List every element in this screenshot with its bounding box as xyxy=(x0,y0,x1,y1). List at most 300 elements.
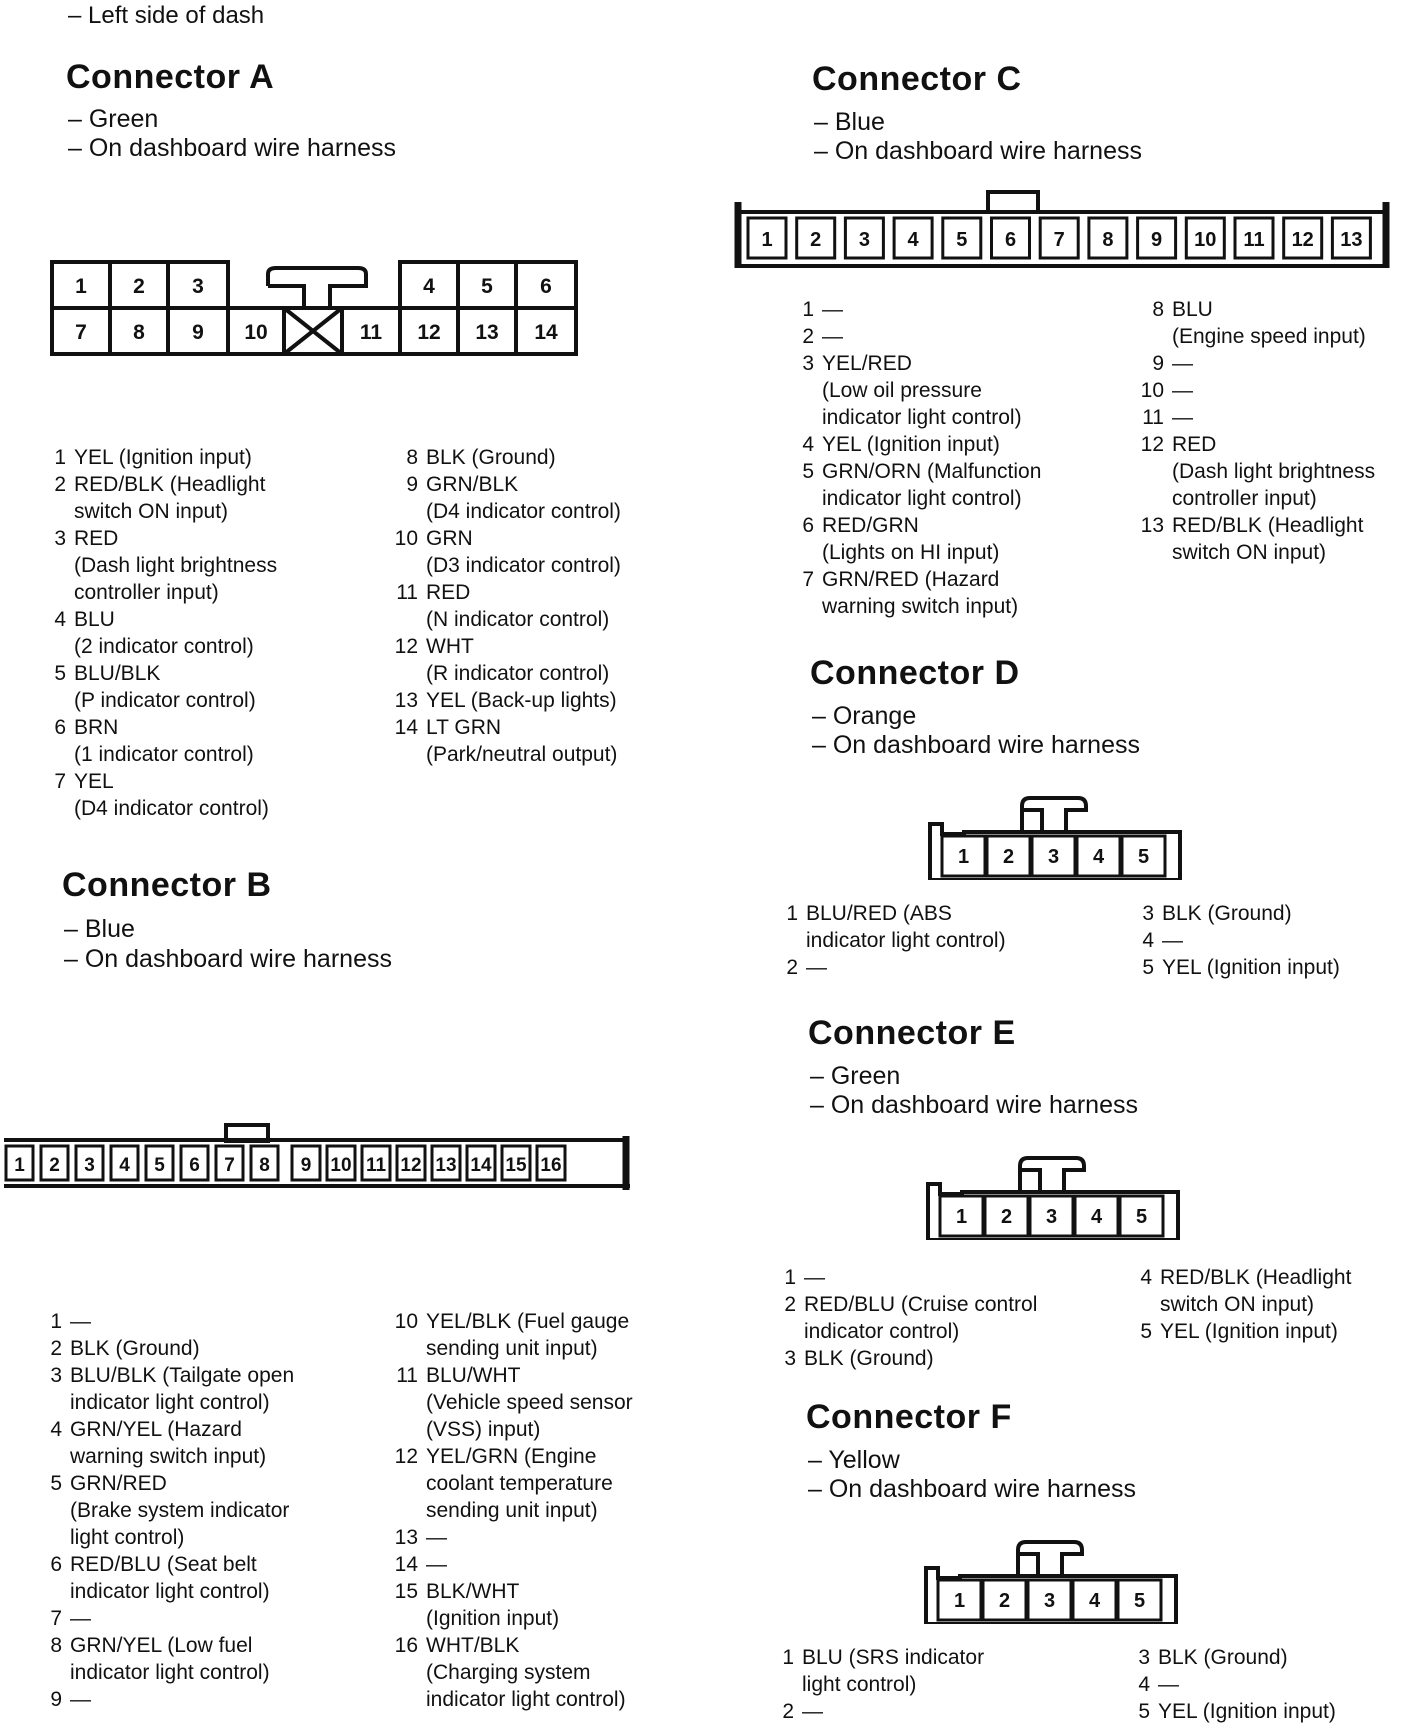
pin-entry xyxy=(780,900,1100,954)
pin-cell-label: 4 xyxy=(423,275,435,298)
pin-description: — xyxy=(1172,379,1193,402)
pin-number: 5 xyxy=(1138,1700,1150,1723)
pin-cell-label: 2 xyxy=(998,1590,1011,1612)
pin-entry xyxy=(1138,512,1408,566)
pin-description: GRN/RED xyxy=(70,1472,167,1495)
pin-cell-label: 10 xyxy=(330,1155,352,1176)
pin-number: 5 xyxy=(1140,1320,1152,1343)
pin-cell-label: 5 xyxy=(481,275,493,298)
pin-description: (N indicator control) xyxy=(426,608,610,631)
connector-b-title: Connector B xyxy=(62,866,272,904)
pin-cell-label: 9 xyxy=(300,1155,312,1176)
pin-number: 12 xyxy=(1140,433,1164,456)
pin-number: 7 xyxy=(50,1607,62,1630)
pin-entry xyxy=(48,525,388,606)
pin-cell-label: 4 xyxy=(1092,846,1105,868)
connector-f-pins-left xyxy=(776,1644,1096,1725)
pin-cell-label: 7 xyxy=(224,1155,235,1176)
connector-c-title: Connector C xyxy=(812,60,1022,98)
pin-description: BLU/RED (ABS xyxy=(806,902,952,925)
pin-description: YEL/BLK (Fuel gauge xyxy=(426,1310,630,1333)
pin-description: light control) xyxy=(802,1673,917,1696)
pin-description: — xyxy=(1172,352,1193,375)
pin-number: 15 xyxy=(394,1580,418,1603)
pin-description: YEL/RED xyxy=(822,352,912,375)
pin-description: — xyxy=(1162,929,1183,952)
connector-e-location: – On dashboard wire harness xyxy=(810,1091,1138,1119)
pin-number: 6 xyxy=(50,1553,62,1576)
pin-entry xyxy=(1132,1698,1402,1725)
pin-cell-label: 2 xyxy=(49,1155,60,1176)
pin-cell-label: 13 xyxy=(435,1155,457,1176)
pin-description: BLU/BLK xyxy=(74,662,161,685)
pin-cell-label: 8 xyxy=(133,321,145,344)
connector-c-diagram xyxy=(732,188,1392,274)
connector-d-location: – On dashboard wire harness xyxy=(812,731,1140,759)
pin-cell-label: 11 xyxy=(359,321,383,344)
pin-description: — xyxy=(1158,1673,1179,1696)
pin-number: 2 xyxy=(784,1293,796,1316)
pin-number: 13 xyxy=(1140,514,1164,537)
connector-e-pins-left xyxy=(778,1264,1108,1372)
connector-f-color: – Yellow xyxy=(808,1446,900,1474)
pin-description: GRN xyxy=(426,527,473,550)
pin-cell-label: 4 xyxy=(1090,1206,1103,1228)
connector-e-diagram xyxy=(924,1144,1188,1240)
pin-cell-label: 6 xyxy=(1004,229,1017,251)
pin-entry xyxy=(796,431,1116,458)
pin-description: GRN/YEL (Hazard xyxy=(70,1418,242,1441)
pin-entry xyxy=(44,1551,394,1605)
pin-number: 3 xyxy=(1142,902,1154,925)
connector-a-color: – Green xyxy=(68,105,159,133)
pin-description: YEL (Ignition input) xyxy=(1160,1320,1338,1343)
pin-description: RED/BLK (Headlight xyxy=(1172,514,1364,537)
pin-entry xyxy=(392,1443,722,1524)
pin-entry xyxy=(778,1345,1108,1372)
pin-number: 4 xyxy=(1138,1673,1150,1696)
pin-entry xyxy=(44,1416,394,1470)
pin-entry xyxy=(778,1264,1108,1291)
pin-description: (D3 indicator control) xyxy=(426,554,621,577)
pin-description: — xyxy=(426,1526,447,1549)
pin-cell-label: 7 xyxy=(75,321,87,344)
connector-d-pins-right xyxy=(1136,900,1406,981)
pin-description: (VSS) input) xyxy=(426,1418,541,1441)
pin-cell-label: 7 xyxy=(1053,229,1065,251)
pin-entry xyxy=(392,1308,722,1362)
pin-entry xyxy=(780,954,1100,981)
connector-d-color: – Orange xyxy=(812,702,917,730)
pin-cell-label: 12 xyxy=(417,321,441,344)
pin-entry xyxy=(1134,1318,1404,1345)
pin-number: 14 xyxy=(394,716,418,739)
pin-description: YEL (Ignition input) xyxy=(1162,956,1340,979)
connector-b-pins-left xyxy=(44,1308,394,1713)
pin-description: RED/BLK (Headlight xyxy=(1160,1266,1352,1289)
connector-c-pins-left xyxy=(796,296,1116,620)
connector-c-location: – On dashboard wire harness xyxy=(814,137,1142,165)
pin-description: (Park/neutral output) xyxy=(426,743,618,766)
pin-cell-label: 13 xyxy=(1340,229,1363,251)
pin-description: sending unit input) xyxy=(426,1499,598,1522)
pin-description: — xyxy=(70,1310,91,1333)
pin-number: 4 xyxy=(1140,1266,1152,1289)
pin-number: 4 xyxy=(50,1418,62,1441)
pin-number: 8 xyxy=(406,446,418,469)
pin-description: indicator light control) xyxy=(806,929,1006,952)
pin-entry xyxy=(392,444,712,471)
pin-description: — xyxy=(802,1700,823,1723)
pin-cell-label: 2 xyxy=(133,275,145,298)
pin-description: (D4 indicator control) xyxy=(426,500,621,523)
connector-b-color: – Blue xyxy=(64,915,135,943)
pin-number: 2 xyxy=(782,1700,794,1723)
pin-description: GRN/YEL (Low fuel xyxy=(70,1634,253,1657)
pin-entry xyxy=(1132,1671,1402,1698)
pin-entry xyxy=(392,1551,722,1578)
pin-description: YEL (Ignition input) xyxy=(1158,1700,1336,1723)
pin-number: 3 xyxy=(784,1347,796,1370)
pin-description: indicator light control) xyxy=(822,406,1022,429)
pin-number: 7 xyxy=(54,770,66,793)
pin-cell-label: 16 xyxy=(540,1155,562,1176)
pin-entry xyxy=(1138,431,1408,512)
pin-description: indicator light control) xyxy=(70,1661,270,1684)
pin-number: 10 xyxy=(1140,379,1164,402)
pin-number: 14 xyxy=(394,1553,418,1576)
pin-description: (P indicator control) xyxy=(74,689,256,712)
pin-number: 4 xyxy=(1142,929,1154,952)
pin-description: LT GRN xyxy=(426,716,502,739)
pin-entry xyxy=(392,687,712,714)
pin-description: — xyxy=(1172,406,1193,429)
pin-cell-label: 4 xyxy=(119,1155,130,1176)
pin-description: WHT/BLK xyxy=(426,1634,520,1657)
pin-entry xyxy=(392,714,712,768)
pin-entry xyxy=(44,1686,394,1713)
pin-cell-label: 3 xyxy=(858,229,870,251)
connector-d-title: Connector D xyxy=(810,654,1020,692)
intro-text: – Left side of dash xyxy=(68,2,265,29)
pin-description: YEL xyxy=(74,770,114,793)
pin-number: 6 xyxy=(802,514,814,537)
pin-number: 3 xyxy=(50,1364,62,1387)
pin-cell-label: 5 xyxy=(1137,846,1150,868)
pin-cell-label: 1 xyxy=(953,1590,966,1612)
connector-b-location: – On dashboard wire harness xyxy=(64,945,392,973)
connector-d-pins-left xyxy=(780,900,1100,981)
pin-number: 5 xyxy=(50,1472,62,1495)
pin-number: 13 xyxy=(394,689,418,712)
pin-entry xyxy=(44,1308,394,1335)
pin-cell-label: 1 xyxy=(14,1155,25,1176)
connector-e-color: – Green xyxy=(810,1062,901,1090)
pin-description: warning switch input) xyxy=(822,595,1019,618)
pin-number: 6 xyxy=(54,716,66,739)
pin-description: BLK (Ground) xyxy=(1162,902,1292,925)
pin-entry xyxy=(392,1362,722,1443)
pin-cell-label: 6 xyxy=(189,1155,200,1176)
pin-entry xyxy=(776,1644,1096,1698)
pin-entry xyxy=(392,471,712,525)
pin-description: BRN xyxy=(74,716,119,739)
pin-number: 1 xyxy=(782,1646,794,1669)
pin-description: RED/BLU (Seat belt xyxy=(70,1553,257,1576)
pin-description: (2 indicator control) xyxy=(74,635,254,658)
pin-entry xyxy=(1134,1264,1404,1318)
pin-description: (Dash light brightness xyxy=(74,554,278,577)
pin-description: WHT xyxy=(426,635,474,658)
pin-entry xyxy=(48,714,388,768)
pin-description: (Charging system xyxy=(426,1661,591,1684)
pin-description: RED xyxy=(74,527,119,550)
pin-description: BLU (SRS indicator xyxy=(802,1646,985,1669)
pin-cell-label: 3 xyxy=(84,1155,95,1176)
pin-description: BLK (Ground) xyxy=(1158,1646,1288,1669)
connector-a-diagram xyxy=(48,258,586,360)
pin-description: YEL (Back-up lights) xyxy=(426,689,617,712)
pin-cell-label: 13 xyxy=(475,321,499,344)
pin-cell-label: 5 xyxy=(1133,1590,1146,1612)
pin-entry xyxy=(1138,296,1408,350)
pin-entry xyxy=(1136,954,1406,981)
pin-number: 1 xyxy=(802,298,814,321)
pin-entry xyxy=(796,350,1116,431)
pin-description: BLK (Ground) xyxy=(70,1337,200,1360)
pin-number: 3 xyxy=(54,527,66,550)
pin-number: 11 xyxy=(396,1364,418,1387)
pin-cell-label: 6 xyxy=(540,275,552,298)
pin-description: — xyxy=(822,325,843,348)
pin-cell-label: 5 xyxy=(956,229,968,251)
pin-number: 11 xyxy=(1142,406,1164,429)
pin-cell-label: 3 xyxy=(1047,846,1060,868)
pin-number: 5 xyxy=(54,662,66,685)
connector-e-title: Connector E xyxy=(808,1014,1016,1052)
pin-description: YEL (Ignition input) xyxy=(74,446,252,469)
connector-a-location: – On dashboard wire harness xyxy=(68,134,396,162)
pin-number: 12 xyxy=(394,635,418,658)
pin-cell-label: 11 xyxy=(365,1155,387,1176)
pin-entry xyxy=(44,1335,394,1362)
connector-d-diagram xyxy=(926,784,1190,880)
pin-cell-label: 3 xyxy=(1043,1590,1056,1612)
connector-a-pins-left xyxy=(48,444,388,822)
pin-number: 1 xyxy=(50,1310,62,1333)
connector-b-pins-right xyxy=(392,1308,722,1713)
pin-entry xyxy=(796,458,1116,512)
pin-entry xyxy=(44,1632,394,1686)
connector-f-location: – On dashboard wire harness xyxy=(808,1475,1136,1503)
pin-cell-label: 2 xyxy=(1000,1206,1013,1228)
pin-number: 10 xyxy=(394,527,418,550)
pin-cell-label: 5 xyxy=(154,1155,165,1176)
pin-cell-label: 14 xyxy=(534,321,558,344)
pin-cell-label: 1 xyxy=(957,846,970,868)
connector-c-color: – Blue xyxy=(814,108,885,136)
pin-number: 8 xyxy=(50,1634,62,1657)
pin-description: — xyxy=(806,956,827,979)
pin-description: switch ON input) xyxy=(1160,1293,1315,1316)
pin-description: BLU xyxy=(74,608,115,631)
pin-number: 8 xyxy=(1152,298,1164,321)
pin-description: YEL/GRN (Engine xyxy=(426,1445,597,1468)
pin-entry xyxy=(776,1698,1096,1725)
pin-description: RED/BLU (Cruise control xyxy=(804,1293,1038,1316)
connector-b-diagram xyxy=(4,1110,644,1196)
pin-number: 1 xyxy=(784,1266,796,1289)
pin-cell-label: 5 xyxy=(1135,1206,1148,1228)
pin-number: 4 xyxy=(54,608,66,631)
pin-number: 2 xyxy=(786,956,798,979)
pin-entry xyxy=(392,579,712,633)
pin-cell-label: 4 xyxy=(907,229,919,251)
pin-description: GRN/RED (Hazard xyxy=(822,568,1000,591)
pin-entry xyxy=(48,471,388,525)
pin-description: — xyxy=(426,1553,447,1576)
pin-description: — xyxy=(822,298,843,321)
pin-number: 9 xyxy=(50,1688,62,1711)
pin-entry xyxy=(796,566,1116,620)
pin-description: (Dash light brightness xyxy=(1172,460,1376,483)
connector-a-pins-right xyxy=(392,444,712,768)
pin-number: 10 xyxy=(394,1310,418,1333)
pin-number: 9 xyxy=(1152,352,1164,375)
pin-entry xyxy=(48,606,388,660)
pin-entry xyxy=(392,1524,722,1551)
connector-f-diagram xyxy=(922,1528,1186,1624)
pin-entry xyxy=(44,1362,394,1416)
pin-description: indicator light control) xyxy=(822,487,1022,510)
pin-cell-label: 12 xyxy=(400,1155,422,1176)
pin-description: GRN/ORN (Malfunction xyxy=(822,460,1042,483)
pin-entry xyxy=(1138,350,1408,377)
pin-cell-label: 8 xyxy=(259,1155,270,1176)
pin-cell-label: 3 xyxy=(192,275,204,298)
pin-entry xyxy=(1132,1644,1402,1671)
pin-entry xyxy=(44,1470,394,1551)
pin-cell-label: 3 xyxy=(1045,1206,1058,1228)
pin-description: sending unit input) xyxy=(426,1337,598,1360)
pin-description: indicator light control) xyxy=(70,1580,270,1603)
pin-entry xyxy=(392,633,712,687)
pin-entry xyxy=(1136,900,1406,927)
pin-description: (1 indicator control) xyxy=(74,743,254,766)
pin-cell-label: 8 xyxy=(1102,229,1114,251)
pin-number: 5 xyxy=(1142,956,1154,979)
pin-number: 3 xyxy=(802,352,814,375)
pin-number: 3 xyxy=(1138,1646,1150,1669)
pin-description: BLK (Ground) xyxy=(804,1347,934,1370)
pin-entry xyxy=(1136,927,1406,954)
pin-entry xyxy=(778,1291,1108,1345)
pin-entry xyxy=(796,512,1116,566)
pin-description: RED/GRN xyxy=(822,514,919,537)
pin-description: (Engine speed input) xyxy=(1172,325,1366,348)
pin-entry xyxy=(392,1632,722,1713)
pin-number: 11 xyxy=(396,581,418,604)
pin-description: BLK (Ground) xyxy=(426,446,556,469)
pin-description: (R indicator control) xyxy=(426,662,610,685)
pin-description: indicator control) xyxy=(804,1320,960,1343)
pin-description: light control) xyxy=(70,1526,185,1549)
pin-description: RED xyxy=(426,581,471,604)
pin-cell-label: 15 xyxy=(505,1155,527,1176)
pin-entry xyxy=(48,768,388,822)
pin-description: — xyxy=(70,1688,91,1711)
pin-entry xyxy=(48,444,388,471)
pin-number: 13 xyxy=(394,1526,418,1549)
pin-cell-label: 12 xyxy=(1291,229,1314,251)
pin-number: 2 xyxy=(802,325,814,348)
pin-cell-label: 9 xyxy=(192,321,204,344)
pin-cell-label: 2 xyxy=(810,229,822,251)
pin-number: 7 xyxy=(802,568,814,591)
pin-description: RED/BLK (Headlight xyxy=(74,473,266,496)
pin-number: 16 xyxy=(394,1634,418,1657)
pin-cell-label: 10 xyxy=(244,321,268,344)
pin-entry xyxy=(44,1605,394,1632)
connector-f-pins-right xyxy=(1132,1644,1402,1725)
pin-entry xyxy=(48,660,388,714)
pin-entry xyxy=(392,525,712,579)
pin-description: (D4 indicator control) xyxy=(74,797,269,820)
pin-number: 4 xyxy=(802,433,814,456)
pin-cell-label: 9 xyxy=(1151,229,1163,251)
pin-description: controller input) xyxy=(74,581,219,604)
pin-description: — xyxy=(70,1607,91,1630)
pin-description: coolant temperature xyxy=(426,1472,613,1495)
pin-cell-label: 14 xyxy=(470,1155,492,1176)
pin-cell-label: 1 xyxy=(75,275,87,298)
pin-description: indicator light control) xyxy=(426,1688,626,1711)
pin-description: (Low oil pressure xyxy=(822,379,982,402)
pin-description: indicator light control) xyxy=(70,1391,270,1414)
pin-cell-label: 1 xyxy=(955,1206,968,1228)
pin-number: 12 xyxy=(394,1445,418,1468)
connector-e-pins-right xyxy=(1134,1264,1404,1345)
pin-entry xyxy=(392,1578,722,1632)
connector-c-pins-right xyxy=(1138,296,1408,566)
pin-description: RED xyxy=(1172,433,1217,456)
pin-description: BLU xyxy=(1172,298,1213,321)
pin-cell-label: 10 xyxy=(1194,229,1217,251)
pin-description: switch ON input) xyxy=(74,500,229,523)
connector-a-title: Connector A xyxy=(66,58,275,96)
pin-description: BLU/BLK (Tailgate open xyxy=(70,1364,295,1387)
pin-description: BLU/WHT xyxy=(426,1364,521,1387)
pin-description: (Brake system indicator xyxy=(70,1499,290,1522)
pin-number: 2 xyxy=(50,1337,62,1360)
pin-description: — xyxy=(804,1266,825,1289)
pin-cell-label: 11 xyxy=(1243,229,1265,251)
pin-entry xyxy=(796,323,1116,350)
pin-description: (Vehicle speed sensor xyxy=(426,1391,633,1414)
pin-description: switch ON input) xyxy=(1172,541,1327,564)
pin-description: (Ignition input) xyxy=(426,1607,560,1630)
pin-cell-label: 4 xyxy=(1088,1590,1101,1612)
pin-entry xyxy=(796,296,1116,323)
pin-number: 1 xyxy=(54,446,66,469)
pin-description: (Lights on HI input) xyxy=(822,541,1000,564)
pin-number: 5 xyxy=(802,460,814,483)
pin-description: BLK/WHT xyxy=(426,1580,520,1603)
pin-number: 1 xyxy=(786,902,798,925)
pin-description: warning switch input) xyxy=(70,1445,267,1468)
pin-number: 9 xyxy=(406,473,418,496)
pin-description: GRN/BLK xyxy=(426,473,519,496)
